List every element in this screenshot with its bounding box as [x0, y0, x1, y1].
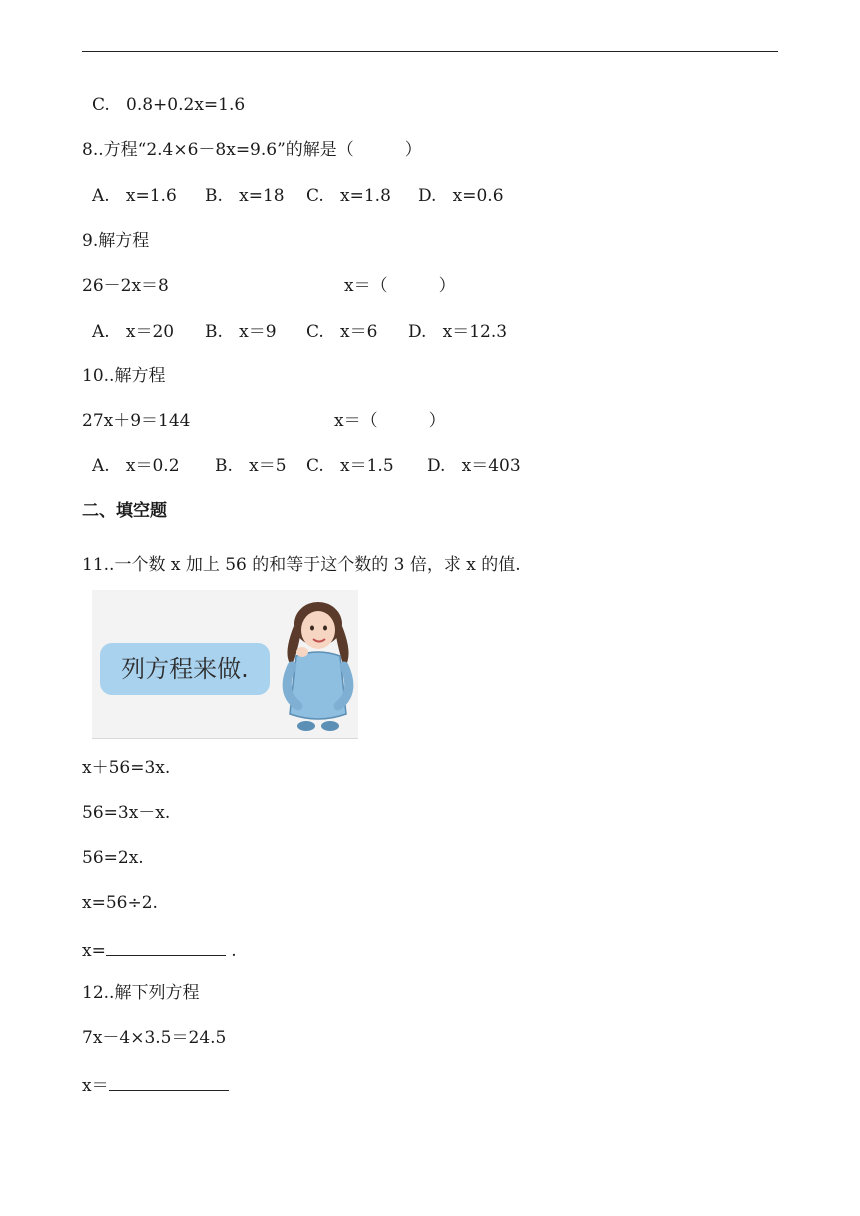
- girl-illustration-icon: [274, 596, 356, 736]
- q10-option-d[interactable]: D. x＝403: [427, 456, 521, 476]
- q10-stem: 10..解方程: [82, 366, 166, 386]
- q8-option-c[interactable]: C. x=1.8: [306, 186, 391, 206]
- q11-answer-line: [82, 937, 237, 962]
- q10-option-c[interactable]: C. x＝1.5: [306, 456, 394, 476]
- q8-stem: 8..方程“2.4×6－8x=9.6”的解是（ ）: [82, 140, 422, 160]
- q11-figure: [92, 590, 358, 739]
- q9-stem: 9.解方程: [82, 231, 150, 251]
- q10-option-b[interactable]: B. x＝5: [215, 456, 287, 476]
- q9-option-b[interactable]: B. x＝9: [205, 322, 277, 342]
- q9-equation: 26－2x＝8: [82, 276, 169, 296]
- section-title: 二、填空题: [82, 501, 167, 521]
- q9-option-a[interactable]: A. x＝20: [92, 322, 175, 342]
- q9-option-d[interactable]: D. x＝12.3: [408, 322, 508, 342]
- q8-option-b[interactable]: B. x=18: [205, 186, 285, 206]
- q10-answer-prompt: x＝（ ）: [334, 411, 446, 431]
- q12-answer-prefix: x＝: [82, 1076, 109, 1096]
- speech-bubble: 列方程来做.: [100, 643, 270, 695]
- q11-step-2: 56=3x－x.: [82, 803, 171, 823]
- q12-stem: 12..解下列方程: [82, 983, 200, 1003]
- q10-equation: 27x＋9＝144: [82, 411, 191, 431]
- q11-answer-suffix: .: [225, 941, 237, 961]
- q9-option-c[interactable]: C. x＝6: [306, 322, 378, 342]
- header-rule: [82, 51, 778, 52]
- q11-answer-blank[interactable]: [106, 937, 226, 956]
- q12-answer-blank[interactable]: [109, 1072, 229, 1091]
- q12-equation: 7x－4×3.5＝24.5: [82, 1028, 227, 1048]
- q12-answer-line: [82, 1072, 229, 1097]
- q8-option-d[interactable]: D. x=0.6: [418, 186, 504, 206]
- q9-answer-prompt: x＝（ ）: [344, 276, 456, 296]
- q11-step-4: x=56÷2.: [82, 893, 158, 913]
- q11-step-1: x＋56=3x.: [82, 758, 171, 778]
- q7-option-c: C. 0.8+0.2x=1.6: [92, 95, 246, 115]
- q11-stem: 11..一个数 x 加上 56 的和等于这个数的 3 倍，求 x 的值.: [82, 555, 521, 575]
- q8-option-a[interactable]: A. x=1.6: [92, 186, 177, 206]
- q11-step-3: 56=2x.: [82, 848, 144, 868]
- q10-option-a[interactable]: A. x＝0.2: [92, 456, 180, 476]
- q11-answer-prefix: x=: [82, 941, 106, 961]
